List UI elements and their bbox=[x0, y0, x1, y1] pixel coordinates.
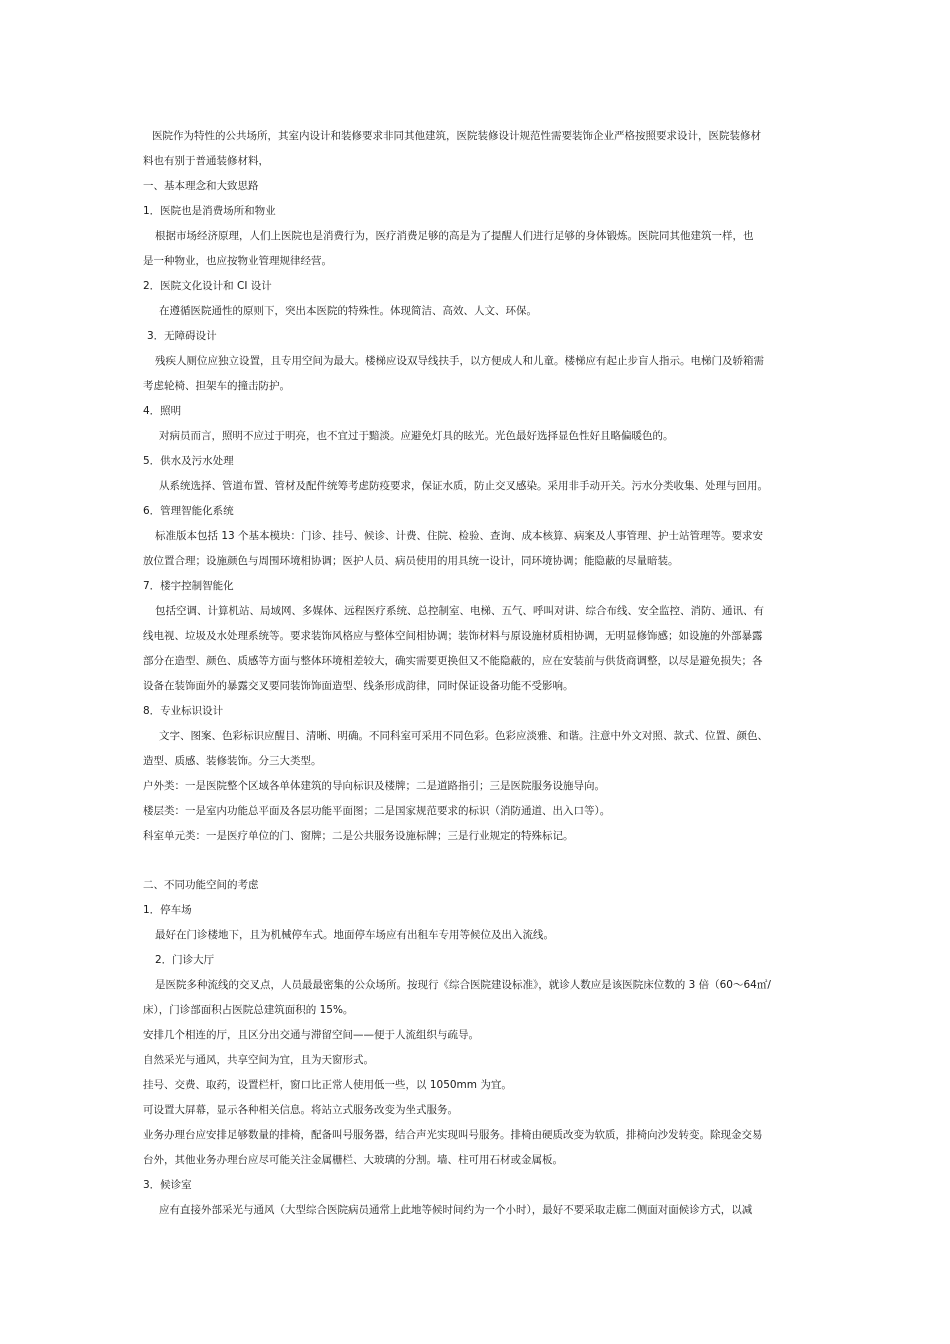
paragraph-line: 对病员而言，照明不应过于明亮，也不宜过于黯淡。应避免灯具的眩光。光色最好选择显色性好且略偏暖色的。 bbox=[159, 430, 674, 442]
subsection-heading: 3．候诊室 bbox=[143, 1179, 192, 1191]
paragraph-line: 最好在门诊楼地下，且为机械停车式。地面停车场应有出租车专用等候位及出入流线。 bbox=[155, 929, 554, 941]
paragraph-line: 挂号、交费、取药，设置栏杆，窗口比正常人使用低一些，以 1050mm 为宜。 bbox=[143, 1079, 512, 1091]
paragraph-line: 部分在造型、颜色、质感等方面与整体环境相差较大，确实需要更换但又不能隐蔽的，应在安装前与供货商调整，以尽是避免损失；各 bbox=[143, 655, 763, 667]
paragraph-line: 楼层类：一是室内功能总平面及各层功能平面图；二是国家规范要求的标识（消防通道、出入口等）。 bbox=[143, 805, 611, 817]
paragraph-line: 安排几个相连的厅，且区分出交通与滞留空间——便于人流组织与疏导。 bbox=[143, 1029, 479, 1041]
subsection-heading: 4．照明 bbox=[143, 405, 182, 417]
paragraph-line: 线电视、垃圾及水处理系统等。要求装饰风格应与整体空间相协调；装饰材料与原设施材质相协调，无明显修饰感；如设施的外部暴露 bbox=[143, 630, 763, 642]
paragraph-line: 应有直接外部采光与通风（大型综合医院病员通常上此地等候时间约为一个小时），最好不要采取走廊二侧面对面候诊方式，以减 bbox=[159, 1204, 753, 1216]
paragraph-line: 根据市场经济原理，人们上医院也是消费行为，医疗消费足够的高是为了提醒人们进行足够的身体锻炼。医院同其他建筑一样，也 bbox=[155, 230, 754, 242]
paragraph-line: 文字、图案、色彩标识应醒目、清晰、明确。不同科室可采用不同色彩。色彩应淡雅、和谐。注意中外文对照、款式、位置、颜色、 bbox=[159, 730, 768, 742]
paragraph-line: 床），门诊部面积占医院总建筑面积的 15%。 bbox=[143, 1004, 354, 1016]
subsection-heading: 6．管理智能化系统 bbox=[143, 505, 234, 517]
paragraph-line: 在遵循医院通性的原则下，突出本医院的特殊性。体现简洁、高效、人文、环保。 bbox=[159, 305, 537, 317]
paragraph-line: 考虑轮椅、担架车的撞击防护。 bbox=[143, 380, 290, 392]
subsection-heading: 7．楼宇控制智能化 bbox=[143, 580, 234, 592]
paragraph-line: 科室单元类：一是医疗单位的门、窗牌；二是公共服务设施标牌；三是行业规定的特殊标记。 bbox=[143, 830, 574, 842]
subsection-heading: 5．供水及污水处理 bbox=[143, 455, 234, 467]
paragraph-line: 料也有别于普通装修材料， bbox=[143, 155, 269, 167]
subsection-heading: 3．无障碍设计 bbox=[147, 330, 217, 342]
subsection-heading: 8．专业标识设计 bbox=[143, 705, 224, 717]
paragraph-line: 包括空调、计算机站、局域网、多媒体、远程医疗系统、总控制室、电梯、五气、呼叫对讲、综合布线、安全监控、消防、通讯、有 bbox=[155, 605, 764, 617]
section-heading: 二、不同功能空间的考虑 bbox=[143, 879, 259, 891]
paragraph-line: 可设置大屏幕，显示各种相关信息。将站立式服务改变为坐式服务。 bbox=[143, 1104, 458, 1116]
paragraph-line: 残疾人厕位应独立设置，且专用空间为最大。楼梯应设双导线扶手，以方便成人和儿童。楼梯应有起止步盲人指示。电梯门及轿箱需 bbox=[155, 355, 764, 367]
subsection-heading: 2．门诊大厅 bbox=[155, 954, 215, 966]
subsection-heading: 1．医院也是消费场所和物业 bbox=[143, 205, 276, 217]
paragraph-line: 自然采光与通风，共享空间为宜，且为天窗形式。 bbox=[143, 1054, 374, 1066]
paragraph-line: 是医院多种流线的交叉点，人员最最密集的公众场所。按现行《综合医院建设标准》，就诊人数应是该医院床位数的 3 倍（60～64㎡/ bbox=[155, 979, 771, 991]
paragraph-line: 医院作为特性的公共场所，其室内设计和装修要求非同其他建筑，医院装修设计规范性需要装饰企业严格按照要求设计，医院装修材 bbox=[152, 130, 761, 142]
paragraph-line: 从系统选择、管道布置、管材及配件统筹考虑防疫要求，保证水质，防止交叉感染。采用非手动开关。污水分类收集、处理与回用。 bbox=[159, 480, 768, 492]
paragraph-line: 是一种物业，也应按物业管理规律经营。 bbox=[143, 255, 332, 267]
paragraph-line: 户外类：一是医院整个区域各单体建筑的导向标识及楼牌；二是道路指引；三是医院服务设施导向。 bbox=[143, 780, 605, 792]
section-heading: 一、基本理念和大致思路 bbox=[143, 180, 259, 192]
paragraph-line: 造型、质感、装修装饰。分三大类型。 bbox=[143, 755, 322, 767]
paragraph-line: 业务办理台应安排足够数量的排椅，配备叫号服务器，结合声光实现叫号服务。排椅由硬质改变为软质，排椅向沙发转变。除现金交易 bbox=[143, 1129, 763, 1141]
subsection-heading: 1．停车场 bbox=[143, 904, 192, 916]
paragraph-line: 设备在装饰面外的暴露交叉要同装饰饰面造型、线条形成韵律，同时保证设备功能不受影响。 bbox=[143, 680, 574, 692]
paragraph-line: 放位置合理；设施颜色与周围环境相协调；医护人员、病员使用的用具统一设计，同环境协调；能隐蔽的尽量暗装。 bbox=[143, 555, 679, 567]
subsection-heading: 2．医院文化设计和 CI 设计 bbox=[143, 280, 272, 292]
paragraph-line: 标准版本包括 13 个基本模块：门诊、挂号、候诊、计费、住院、检验、查询、成本核算、病案及人事管理、护士站管理等。要求安 bbox=[155, 530, 764, 542]
paragraph-line: 台外，其他业务办理台应尽可能关注金属栅栏、大玻璃的分割。墙、柱可用石材或金属板。 bbox=[143, 1154, 563, 1166]
